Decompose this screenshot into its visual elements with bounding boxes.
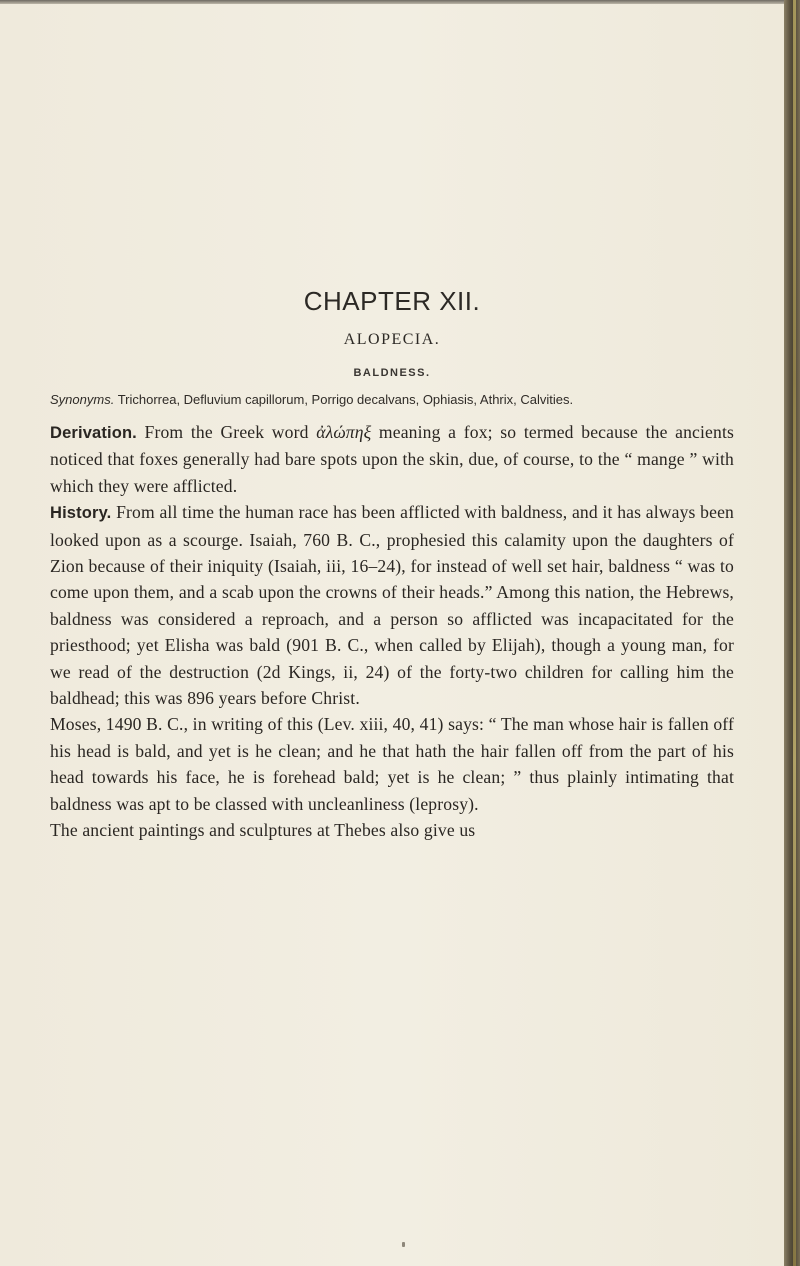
- page-top-edge: [0, 0, 784, 4]
- synonyms-label: Synonyms.: [50, 392, 115, 407]
- derivation-paragraph: [50, 419, 734, 499]
- chapter-subtitle: BALDNESS.: [353, 367, 431, 379]
- synonyms-text: Trichorrea, Defluvium capillorum, Porrigo decalvans, Ophiasis, Athrix, Calvities.: [114, 392, 574, 407]
- thebes-paragraph: The ancient paintings and sculptures at Thebes also give us: [50, 820, 476, 841]
- chapter-title: CHAPTER XII.: [303, 286, 481, 316]
- subject-title: ALOPECIA.: [343, 331, 441, 348]
- moses-paragraph: Moses, 1490 B. C., in writing of this (Lev. xiii, 40, 41) says: “ The man whose hair is fallen off his head is bald, and yet is he clean; and he that hath the hair fallen off from the part of his head towards his face, he is forehead bald; yet is he clean; ” thus plainly intimating that baldness was apt to be classed with uncleanliness (leprosy).: [50, 714, 734, 814]
- synonyms-paragraph: [50, 391, 734, 409]
- book-spine-highlight: [793, 0, 796, 1266]
- derivation-text-after: meaning a fox; so termed because the ancients noticed that foxes generally had bare spots upon the skin, due, of course, to the “ mange ” with which they were afflicted.: [50, 422, 734, 496]
- paper-fleck: [402, 1242, 405, 1247]
- greek-word: ἀλώπηξ: [316, 422, 372, 442]
- history-heading: History.: [50, 504, 112, 523]
- page-content: [50, 286, 734, 844]
- derivation-heading: Derivation.: [50, 424, 137, 442]
- derivation-text-before: From the Greek word: [136, 422, 317, 442]
- book-spine-edge: [784, 0, 800, 1266]
- history-text: From all time the human race has been afflicted with baldness, and it has always been looked upon as a scourge. Isaiah, 760 B. C., prophesied this calamity upon the daughters of Zion because of their iniquity (Isaiah, iii, 16–24), for instead of well set hair, baldness “ was to come upon them, and a scab upon the crowns of their heads.” Among this nation, the Hebrews, baldness was considered a reproach, and a person so afflicted was incapacitated for the priesthood; yet Elisha was bald (901 B. C., when called by Elijah), though a young man, for we read of the destruction (2d Kings, ii, 24) of the forty-two children for calling him the baldhead; this was 896 years before Christ.: [50, 502, 734, 709]
- history-paragraph: [50, 499, 734, 711]
